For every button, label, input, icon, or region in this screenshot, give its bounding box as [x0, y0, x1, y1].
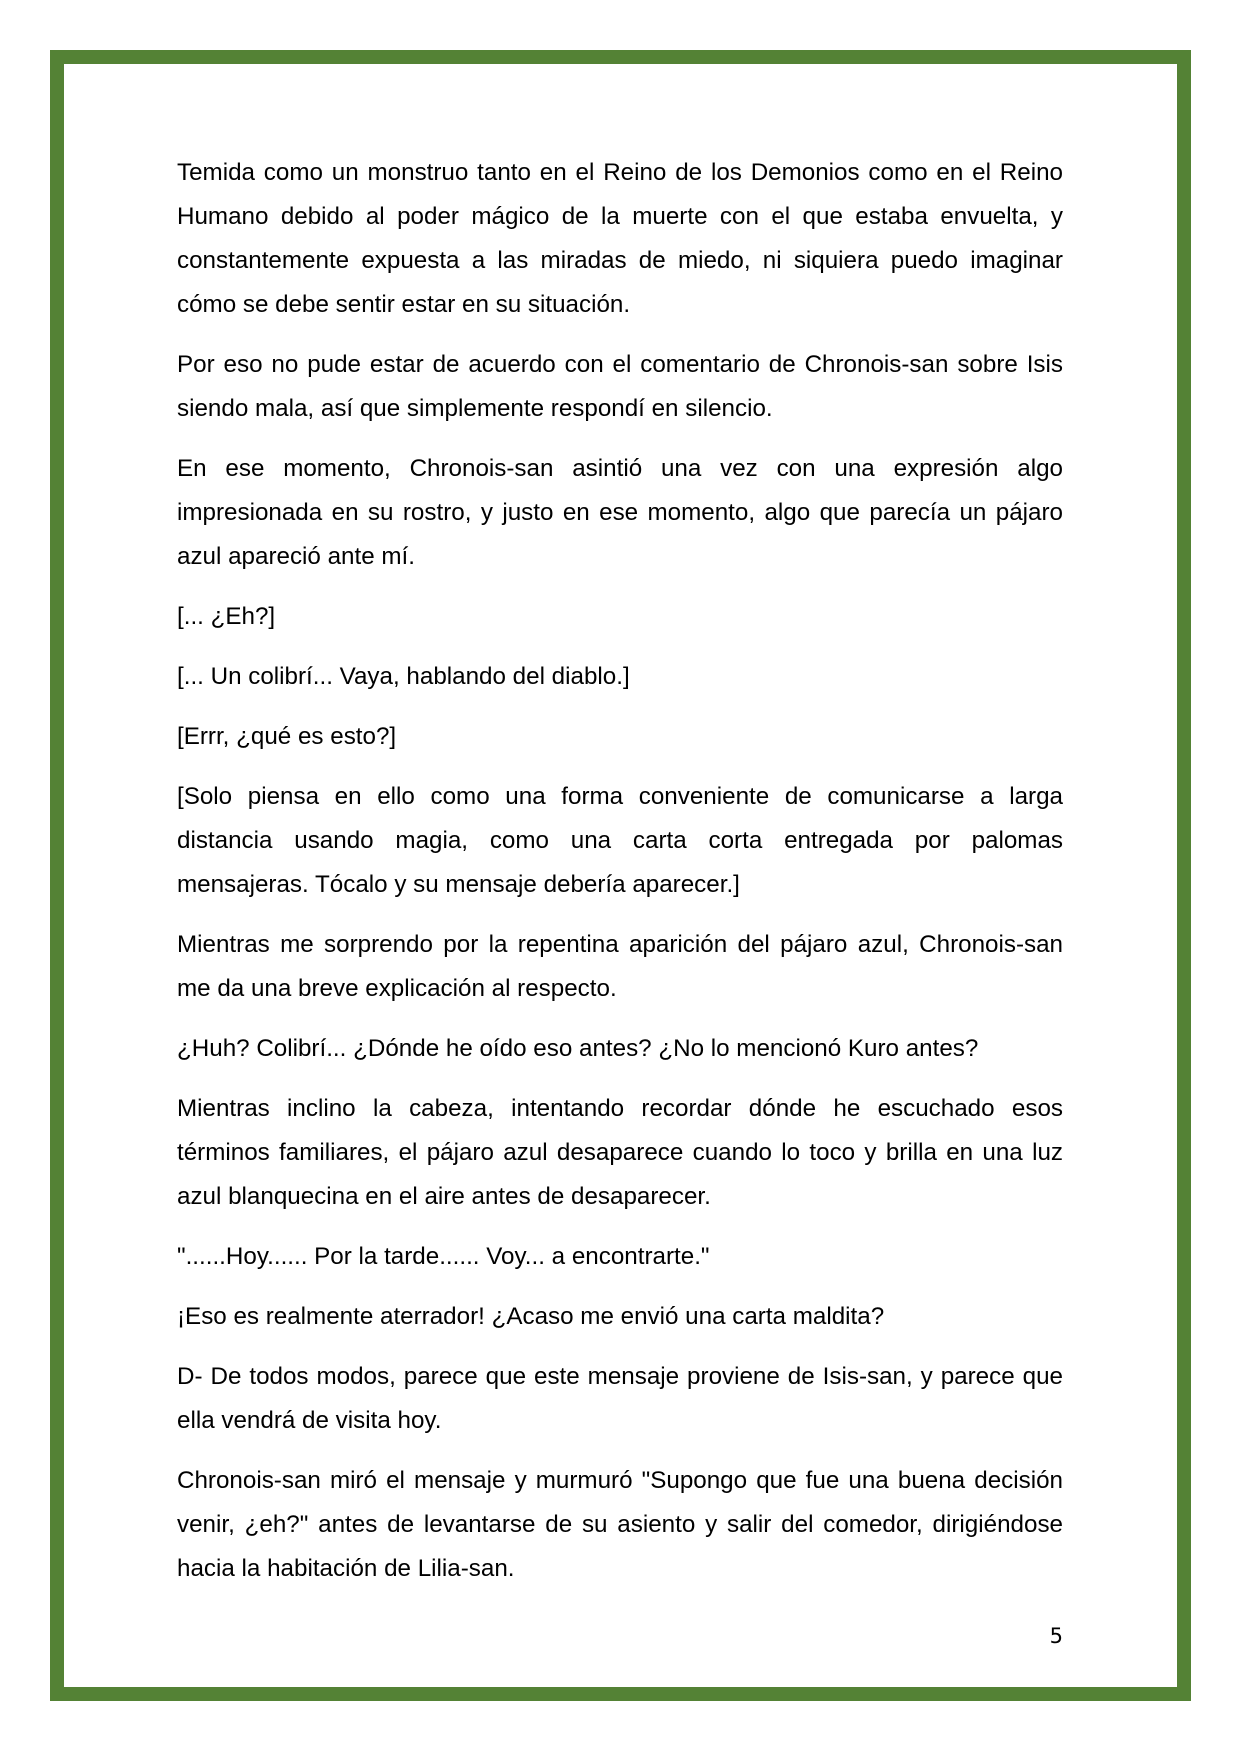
paragraph-12: ¡Eso es realmente aterrador! ¿Acaso me envió una carta maldita? [177, 1303, 885, 1330]
paragraph-5: [... Un colibrí... Vaya, hablando del diablo.] [177, 663, 630, 690]
paragraph-10: Mientras inclino la cabeza, intentando recordar dónde he escuchado esos términos familiares, el pájaro azul desaparece cuando lo toco y brilla en una luz azul blanquecina en el aire antes de desaparecer. [177, 1095, 1063, 1210]
paragraph-9: ¿Huh? Colibrí... ¿Dónde he oído eso antes? ¿No lo mencionó Kuro antes? [177, 1035, 979, 1062]
paragraph-6: [Errr, ¿qué es esto?] [177, 723, 397, 750]
paragraph-7: [Solo piensa en ello como una forma conveniente de comunicarse a larga distancia usando magia, como una carta corta entregada por palomas mensajeras. Tócalo y su mensaje debería aparecer.] [177, 783, 1063, 898]
paragraph-1: Temida como un monstruo tanto en el Reino de los Demonios como en el Reino Humano debido al poder mágico de la muerte con el que estaba envuelta, y constantemente expuesta a las miradas de miedo, ni siquiera puedo imaginar cómo se debe sentir estar en su situación. [177, 159, 1063, 318]
body-text [177, 151, 1063, 1607]
paragraph-3: En ese momento, Chronois-san asintió una vez con una expresión algo impresionada en su rostro, y justo en ese momento, algo que parecía un pájaro azul apareció ante mí. [177, 455, 1063, 570]
paragraph-14: Chronois-san miró el mensaje y murmuró "Supongo que fue una buena decisión venir, ¿eh?" antes de levantarse de su asiento y salir del comedor, dirigiéndose hacia la habitación de Lilia-san. [177, 1467, 1063, 1582]
paragraph-8: Mientras me sorprendo por la repentina aparición del pájaro azul, Chronois-san me da una breve explicación al respecto. [177, 931, 1063, 1002]
paragraph-13: D- De todos modos, parece que este mensaje proviene de Isis-san, y parece que ella vendrá de visita hoy. [177, 1363, 1063, 1434]
paragraph-2: Por eso no pude estar de acuerdo con el comentario de Chronois-san sobre Isis siendo mala, así que simplemente respondí en silencio. [177, 351, 1063, 422]
paragraph-4: [... ¿Eh?] [177, 603, 276, 630]
page-number: 5 [1049, 1624, 1063, 1648]
paragraph-11: "......Hoy...... Por la tarde...... Voy... a encontrarte." [177, 1243, 710, 1270]
